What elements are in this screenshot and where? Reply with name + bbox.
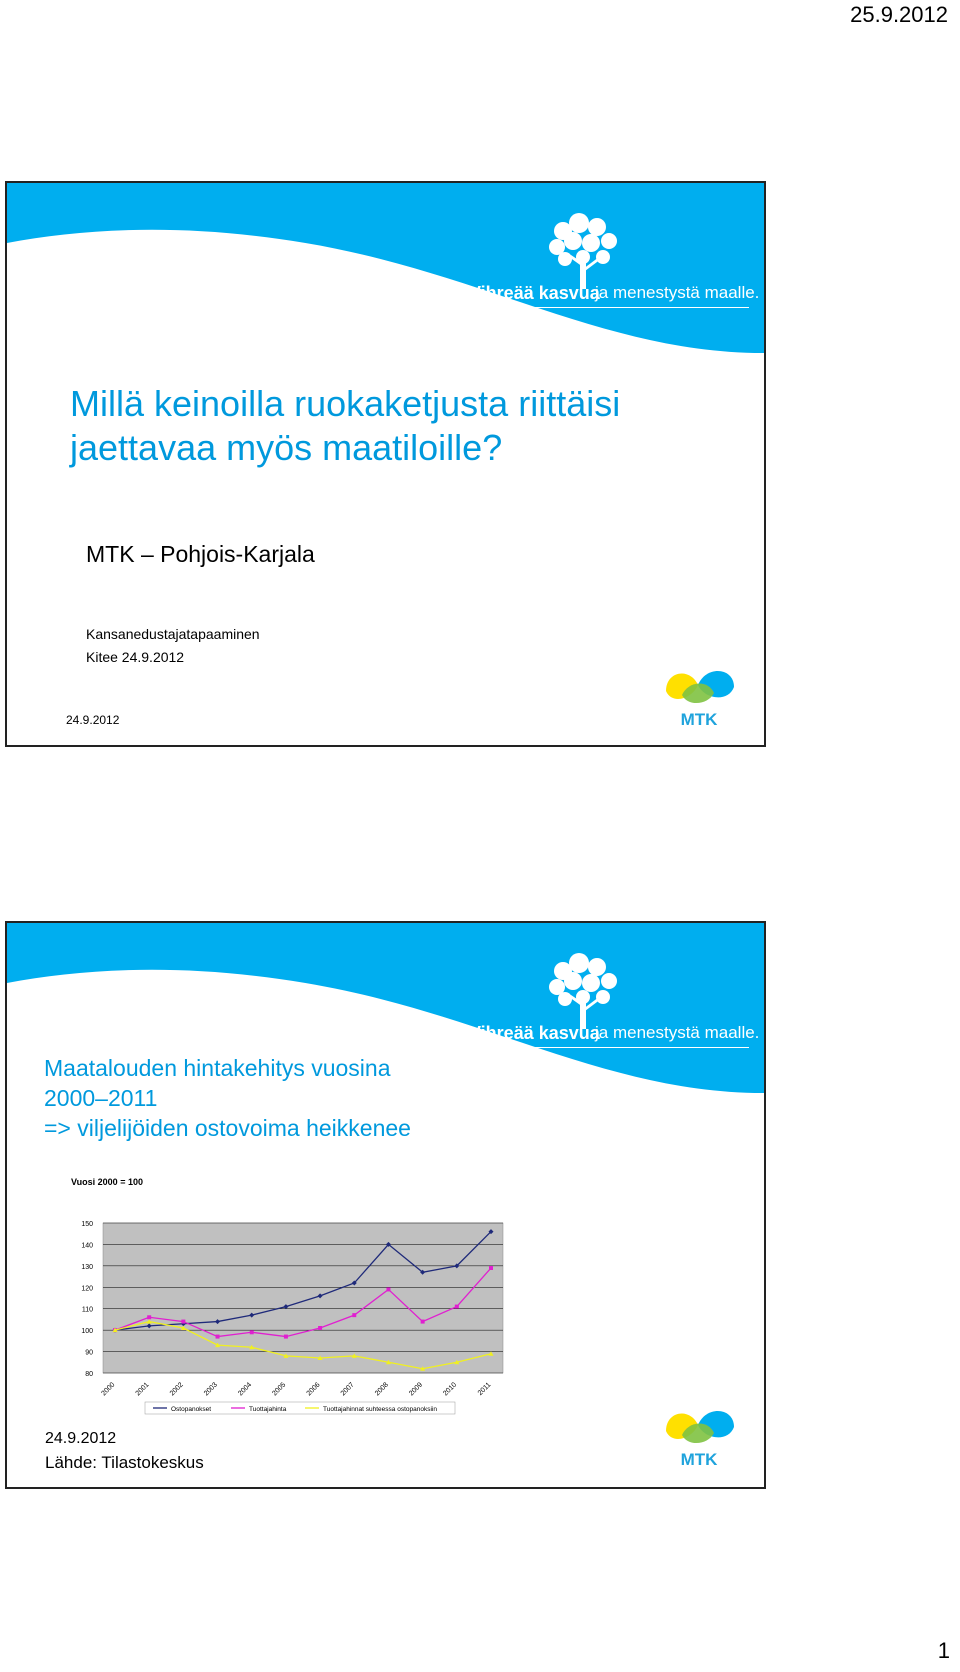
legend-label: Tuottajahinnat suhteessa ostopanoksiin	[323, 1406, 437, 1413]
slide-title-line-2: 2000–2011	[44, 1085, 158, 1111]
slide-2	[5, 921, 766, 1489]
meeting-place-date: Kitee 24.9.2012	[86, 649, 185, 665]
data-point	[489, 1266, 493, 1270]
slide-1	[5, 181, 766, 747]
mtk-logo-text: MTK	[680, 1450, 718, 1469]
data-point	[181, 1320, 185, 1324]
y-tick-label: 120	[81, 1285, 93, 1293]
chart-title: Vuosi 2000 = 100	[71, 1177, 143, 1187]
slide-footer-date: 24.9.2012	[66, 713, 120, 727]
x-tick-label: 2008	[373, 1381, 390, 1398]
x-tick-label: 2009	[408, 1381, 425, 1398]
meeting-name: Kansanedustajatapaaminen	[86, 626, 260, 642]
y-tick-label: 90	[85, 1349, 93, 1357]
slide-footer-date: 24.9.2012	[45, 1430, 117, 1447]
source-note: Lähde: Tilastokeskus	[45, 1453, 204, 1472]
slide-title	[44, 1053, 411, 1143]
x-tick-label: 2007	[339, 1381, 356, 1398]
slide-title-line-1: Maatalouden hintakehitys vuosina	[44, 1055, 391, 1081]
mtk-logo-icon	[662, 661, 737, 731]
y-tick-label: 140	[81, 1242, 93, 1250]
slide-title-line-1: Millä keinoilla ruokaketjusta riittäisi	[70, 383, 621, 424]
x-tick-label: 2011	[476, 1381, 493, 1398]
y-tick-label: 80	[85, 1371, 93, 1378]
page-number: 1	[937, 1638, 950, 1663]
slogan-underline	[469, 1047, 749, 1048]
mtk-logo	[662, 661, 737, 731]
x-tick-label: 2003	[202, 1381, 219, 1398]
tree-icon	[543, 951, 623, 1031]
y-tick-label: 130	[81, 1263, 93, 1271]
slogan-light: ja menestystä maalle.	[595, 1023, 760, 1042]
slide-title-line-2: jaettavaa myös maatiloille?	[70, 427, 503, 468]
slide-subtitle: MTK – Pohjois-Karjala	[86, 541, 315, 567]
mtk-logo-text: MTK	[680, 710, 718, 729]
slide-title-line-3: => viljelijöiden ostovoima heikkenee	[44, 1115, 411, 1141]
x-tick-label: 2010	[442, 1381, 459, 1398]
data-point	[352, 1313, 356, 1317]
x-tick-label: 2005	[271, 1381, 288, 1398]
price-index-chart	[63, 1173, 563, 1473]
data-point	[455, 1305, 459, 1309]
x-tick-label: 2001	[134, 1381, 151, 1398]
slide-title	[70, 382, 620, 470]
x-tick-label: 2002	[168, 1381, 185, 1398]
plot-area	[103, 1223, 503, 1373]
slogan-light: ja menestystä maalle.	[595, 283, 760, 302]
data-point	[250, 1330, 254, 1334]
data-point	[147, 1315, 151, 1319]
slogan-bold: Vihreää kasvua	[469, 1023, 600, 1043]
meeting-info	[86, 623, 260, 669]
header-date: 25.9.2012	[850, 2, 948, 27]
data-point	[386, 1287, 390, 1291]
legend-label: Ostopanokset	[171, 1406, 212, 1413]
data-point	[318, 1326, 322, 1330]
slogan-bold: Vihreää kasvua	[469, 283, 600, 303]
x-tick-label: 2006	[305, 1381, 322, 1398]
brand-slogan	[461, 211, 761, 321]
data-point	[421, 1320, 425, 1324]
x-tick-label: 2004	[237, 1381, 254, 1398]
legend-label: Tuottajahinta	[249, 1406, 287, 1413]
x-tick-label: 2000	[100, 1381, 117, 1398]
y-tick-label: 100	[81, 1328, 93, 1336]
brand-slogan	[461, 951, 761, 1061]
mtk-logo	[662, 1401, 737, 1471]
data-point	[216, 1335, 220, 1339]
y-tick-label: 110	[81, 1306, 93, 1314]
tree-icon	[543, 211, 623, 291]
y-tick-label: 150	[81, 1221, 93, 1228]
slogan-underline	[469, 307, 749, 308]
data-point	[284, 1335, 288, 1339]
mtk-logo-icon	[662, 1401, 737, 1471]
